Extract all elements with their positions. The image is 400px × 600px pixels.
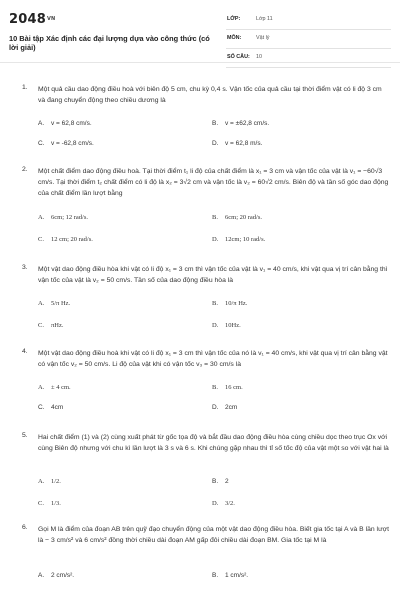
option-letter: A. [38, 478, 45, 485]
question-number: 6. [22, 524, 28, 531]
question-text: Một vật dao động điều hoà khi vật có li độ x₁ = 3 cm thì vận tốc của nó là v₁ = 40 cm/s, khi vật qua vị trí cân bằng vật có vận tốc v₂ = 50 cm/s. Li độ của vật khi có vận tốc v₃ = 30 cm/s là [38, 350, 388, 368]
option-text: 12cm; 10 rad/s. [225, 236, 266, 243]
option-letter: B. [212, 300, 218, 307]
question-number: 5. [22, 432, 28, 439]
question-text: Một vật dao động điều hòa khi vật có li độ x₁ = 3 cm thì vận tốc của vật là v₁ = 40 cm/s, khi vật qua vị trí cân bằng thì vận tốc của vật là v₂ = 50 cm/s. Tần số của dao động điều hòa là [38, 266, 388, 284]
option-letter: D. [212, 404, 219, 411]
option-letter: A. [38, 300, 45, 307]
option-letter: B. [212, 572, 219, 579]
option-letter: C. [38, 236, 44, 243]
meta-row-class [226, 13, 391, 30]
question-number: 1. [22, 84, 28, 91]
question-text: Một quả cầu dao động điều hoà với biên độ 5 cm, chu kỳ 0,4 s. Vận tốc của quả cầu tại thời điểm vật có li độ 3 cm và đang chuyển động theo chiều dương là [38, 86, 382, 104]
meta-value: Vật lý [256, 35, 270, 41]
option-text: 6cm; 12 rad/s. [51, 214, 89, 221]
option-text: 5/π Hz. [51, 300, 71, 307]
option-letter: A. [38, 572, 45, 579]
option-text: 1/3. [51, 500, 61, 507]
option-text: v = -62,8 cm/s. [51, 140, 94, 147]
option-letter: A. [38, 120, 45, 127]
meta-row-subject [226, 32, 391, 49]
meta-label: LỚP: [227, 16, 241, 22]
meta-row-question-count [226, 51, 391, 68]
option-letter: D. [212, 500, 219, 507]
question-text: Gọi M là điểm của đoạn AB trên quỹ đạo chuyển động của một vật dao động điều hòa. Biết gia tốc tại A và B lần lượt là − 3 cm/s² và 6 cm/s² đồng thời chiều dài đoạn AM gấp đôi chiều dài đoạn BM. Gia tốc tại M là [38, 526, 389, 544]
option-letter: A. [38, 214, 45, 221]
option-text: ± 4 cm. [51, 384, 71, 391]
site-logo[interactable] [9, 12, 55, 27]
option-text: 2cm [225, 404, 238, 411]
option-letter: C. [38, 322, 44, 329]
document-title: 10 Bài tập Xác định các đại lượng dựa vào công thức (có lời giải) [9, 34, 210, 52]
question-number: 4. [22, 348, 28, 355]
option-text: 12 cm; 20 rad/s. [51, 236, 93, 243]
option-letter: B. [212, 120, 219, 127]
option-text: 3/2. [225, 500, 235, 507]
meta-value: Lớp 11 [256, 16, 273, 22]
meta-panel [226, 13, 391, 70]
question-number: 3. [22, 264, 28, 271]
option-letter: A. [38, 384, 45, 391]
question-text: Một chất điểm dao động điều hoà. Tại thời điểm t₁ li độ của chất điểm là x₁ = 3 cm và vận tốc của vật là v₁ = −60√3 cm/s. Tại thời điểm t₂ chất điểm có li độ là x₂ = 3√2 cm và vận tốc là v₂ = 60√2 cm/s. Biên độ và tần số góc dao động của chất điểm lần lượt bằng [38, 168, 389, 197]
document-header [0, 0, 400, 63]
meta-label: SỐ CÂU: [227, 54, 250, 60]
meta-value: 10 [256, 54, 262, 60]
meta-label: MÔN: [227, 35, 242, 41]
option-text: 2 [225, 478, 229, 485]
option-text: 1/2. [51, 478, 61, 485]
option-text: 10/π Hz. [225, 300, 248, 307]
logo-suffix: VN [46, 16, 56, 22]
option-text: 1 cm/s². [225, 572, 249, 579]
option-letter: C. [38, 404, 45, 411]
option-letter: C. [38, 140, 45, 147]
option-letter: B. [212, 478, 219, 485]
option-letter: B. [212, 214, 218, 221]
option-text: v = ±62,8 cm/s. [225, 120, 270, 127]
logo-text: 2048 [9, 12, 46, 27]
option-text: 4cm [51, 404, 64, 411]
option-letter: D. [212, 322, 219, 329]
option-letter: D. [212, 236, 219, 243]
question-text: Hai chất điểm (1) và (2) cùng xuất phát từ gốc tọa độ và bắt đầu dao động điều hòa cùng chiều dọc theo trục Ox với cùng Biên độ nhưng với chu kì lần lượt là 3 s và 6 s. Khi chúng gặp nhau thì tỉ số tốc độ của vật một so với vật hai là [38, 434, 389, 452]
option-text: v = 62,8 cm/s. [51, 120, 92, 127]
question-number: 2. [22, 166, 28, 173]
option-text: 10Hz. [225, 322, 241, 329]
option-text: v = 62,8 m/s. [225, 140, 263, 147]
option-text: 2 cm/s². [51, 572, 75, 579]
option-letter: D. [212, 140, 219, 147]
option-text: πHz. [51, 322, 64, 329]
option-text: 16 cm. [225, 384, 243, 391]
option-letter: C. [38, 500, 44, 507]
option-text: 6cm; 20 rad/s. [225, 214, 263, 221]
option-letter: B. [212, 384, 218, 391]
